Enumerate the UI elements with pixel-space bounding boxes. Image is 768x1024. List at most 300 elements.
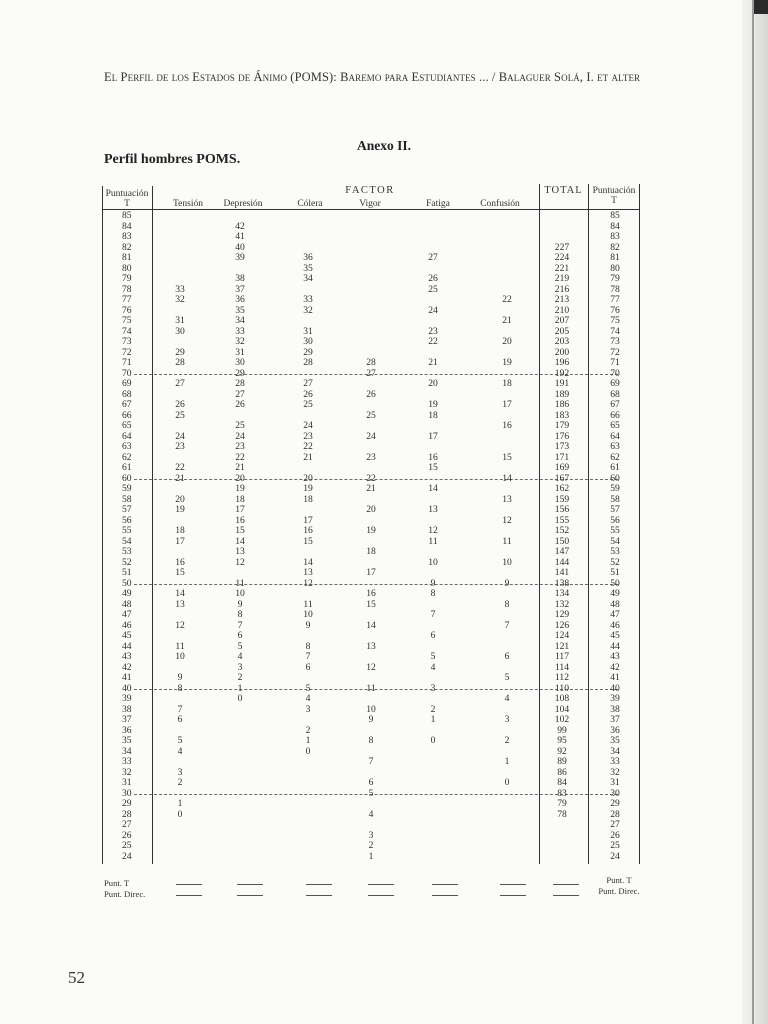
cell-vigor: 9 [368, 714, 374, 725]
reference-line [134, 584, 618, 585]
left-t-score: 38 [122, 703, 132, 715]
left-t-header [102, 189, 152, 209]
left-t-score: 27 [122, 819, 132, 830]
cell-fatiga: 20 [428, 378, 438, 389]
right-t-score: 29 [610, 798, 620, 809]
cell-colera: 4 [305, 693, 311, 704]
cell-total: 219 [554, 273, 570, 284]
right-t-score: 32 [610, 766, 620, 778]
left-t-score: 34 [122, 745, 132, 757]
cell-total: 183 [554, 409, 570, 421]
cell-vigor: 1 [368, 850, 374, 862]
right-t-score: 64 [610, 430, 620, 442]
cell-confusion: 2 [504, 735, 510, 746]
right-t-score: 27 [610, 819, 620, 830]
cell-vigor: 24 [366, 430, 376, 442]
score-slot-line[interactable] [500, 895, 526, 896]
score-slot-line[interactable] [500, 884, 526, 885]
cell-total: 104 [554, 703, 570, 715]
cell-depresion: 10 [235, 588, 245, 599]
cell-tension: 16 [175, 556, 185, 568]
cell-colera: 35 [303, 262, 313, 274]
cell-tension: 2 [177, 777, 183, 788]
cell-tension: 6 [177, 714, 183, 725]
cell-depresion: 25 [235, 420, 245, 431]
right-t-header [589, 186, 639, 206]
cell-colera: 20 [303, 472, 313, 484]
cell-vigor: 8 [368, 735, 374, 746]
cell-depresion: 8 [237, 609, 243, 620]
right-t-score: 61 [610, 462, 620, 473]
cell-fatiga: 2 [430, 703, 436, 715]
footer-right-punt-direc: Punt. Direc. [598, 886, 640, 896]
left-t-score: 79 [122, 273, 132, 284]
cell-confusion: 10 [502, 556, 512, 568]
cell-colera: 17 [303, 514, 313, 526]
cell-colera: 16 [303, 525, 313, 536]
cell-total: 227 [554, 241, 570, 253]
cell-vigor: 27 [366, 367, 376, 379]
cell-tension: 17 [175, 535, 185, 547]
cell-tension: 30 [175, 325, 185, 337]
score-slot-line[interactable] [432, 884, 458, 885]
cell-vigor: 4 [368, 808, 374, 820]
cell-vigor: 26 [366, 388, 376, 400]
cell-colera: 25 [303, 399, 313, 410]
left-t-score: 82 [122, 241, 132, 253]
left-t-score: 33 [122, 756, 132, 767]
cell-fatiga: 3 [430, 682, 436, 694]
cell-tension: 4 [177, 745, 183, 757]
cell-fatiga: 17 [428, 430, 438, 442]
left-t-score: 25 [122, 840, 132, 851]
right-t-score: 56 [610, 514, 620, 526]
cell-depresion: 1 [237, 682, 243, 694]
left-t-score: 53 [122, 546, 132, 557]
cell-depresion: 16 [235, 514, 245, 526]
cell-colera: 11 [303, 598, 313, 610]
cell-vigor: 19 [366, 525, 376, 536]
total-header: TOTAL [544, 185, 583, 196]
right-t-score: 85 [610, 210, 620, 221]
cell-tension: 26 [175, 399, 185, 410]
cell-depresion: 29 [235, 367, 245, 379]
right-t-score: 59 [610, 483, 620, 494]
left-t-score: 60 [122, 472, 132, 484]
cell-total: 221 [554, 262, 570, 274]
cell-total: 203 [554, 336, 570, 347]
cell-tension: 21 [175, 472, 185, 484]
cell-depresion: 11 [235, 577, 245, 589]
right-t-score: 28 [610, 808, 620, 820]
cell-colera: 30 [303, 336, 313, 347]
cell-total: 78 [557, 808, 567, 820]
left-t-score: 70 [122, 367, 132, 379]
cell-vigor: 13 [366, 640, 376, 652]
cell-vigor: 6 [368, 777, 374, 788]
cell-vigor: 2 [368, 840, 374, 851]
factor-header: FACTOR [345, 185, 395, 196]
col-header-vigor: Vigor [359, 199, 381, 209]
score-slot-line[interactable] [368, 884, 394, 885]
cell-confusion: 1 [504, 756, 510, 767]
cell-tension: 33 [175, 283, 185, 295]
cell-total: 134 [554, 588, 570, 599]
footer-right-labels [594, 875, 644, 897]
cell-tension: 18 [175, 525, 185, 536]
cell-total: 95 [557, 735, 567, 746]
cell-depresion: 41 [235, 231, 245, 242]
cell-fatiga: 10 [428, 556, 438, 568]
score-slot-line[interactable] [176, 884, 202, 885]
cell-depresion: 6 [237, 630, 243, 641]
cell-depresion: 21 [235, 462, 245, 473]
cell-colera: 5 [305, 682, 311, 694]
score-slot-line[interactable] [432, 895, 458, 896]
cell-tension: 25 [175, 409, 185, 421]
col-header-fatiga: Fatiga [426, 199, 450, 209]
cell-total: 92 [557, 745, 567, 757]
left-t-score: 78 [122, 283, 132, 295]
right-t-score: 84 [610, 220, 620, 232]
left-t-score: 67 [122, 399, 132, 410]
right-t-score: 24 [610, 850, 620, 862]
cell-total: 169 [554, 462, 570, 473]
right-t-score: 53 [610, 546, 620, 557]
cell-total: 162 [554, 483, 570, 494]
cell-colera: 22 [303, 441, 313, 452]
cell-total: 144 [554, 556, 570, 568]
left-t-score: 41 [122, 672, 132, 683]
score-slot-line[interactable] [237, 895, 263, 896]
cell-vigor: 15 [366, 598, 376, 610]
right-t-score: 52 [610, 556, 620, 568]
left-t-score: 43 [122, 651, 132, 662]
cell-total: 83 [557, 787, 567, 799]
cell-total: 210 [554, 304, 570, 316]
cell-colera: 19 [303, 483, 313, 494]
left-t-score: 39 [122, 693, 132, 704]
cell-tension: 3 [177, 766, 183, 778]
cell-depresion: 0 [237, 693, 243, 704]
footer-left-punt-t: Punt. T [104, 878, 130, 888]
total-column-right-border [588, 184, 589, 864]
right-t-score: 63 [610, 441, 620, 452]
left-t-score: 29 [122, 798, 132, 809]
cell-colera: 7 [305, 651, 311, 662]
cell-confusion: 13 [502, 493, 512, 505]
cell-tension: 32 [175, 294, 185, 305]
cell-depresion: 33 [235, 325, 245, 337]
cell-tension: 5 [177, 735, 183, 746]
cell-vigor: 18 [366, 546, 376, 557]
left-t-score: 72 [122, 346, 132, 358]
left-t-score: 28 [122, 808, 132, 820]
cell-depresion: 12 [235, 556, 245, 568]
cell-total: 121 [554, 640, 570, 652]
left-t-score: 56 [122, 514, 132, 526]
cell-tension: 9 [177, 672, 183, 683]
left-t-score: 36 [122, 724, 132, 736]
cell-tension: 7 [177, 703, 183, 715]
cell-colera: 0 [305, 745, 311, 757]
right-t-score: 26 [610, 829, 620, 841]
cell-fatiga: 4 [430, 661, 436, 673]
cell-fatiga: 8 [430, 588, 436, 599]
cell-total: 108 [554, 693, 570, 704]
score-slot-line[interactable] [237, 884, 263, 885]
cell-depresion: 39 [235, 252, 245, 263]
cell-colera: 10 [303, 609, 313, 620]
cell-vigor: 5 [368, 787, 374, 799]
cell-depresion: 31 [235, 346, 245, 358]
right-t-score: 40 [610, 682, 620, 694]
cell-tension: 14 [175, 588, 185, 599]
left-t-score: 32 [122, 766, 132, 778]
left-t-score: 84 [122, 220, 132, 232]
right-t-score: 83 [610, 231, 620, 242]
right-t-score: 69 [610, 378, 620, 389]
cell-colera: 13 [303, 567, 313, 578]
cell-colera: 14 [303, 556, 313, 568]
right-t-score: 78 [610, 283, 620, 295]
right-t-score: 67 [610, 399, 620, 410]
right-t-score: 50 [610, 577, 620, 589]
cell-total: 112 [554, 672, 570, 683]
cell-total: 186 [554, 399, 570, 410]
left-t-score: 62 [122, 451, 132, 463]
annex-title: Anexo II. [356, 138, 411, 153]
cell-depresion: 7 [237, 619, 243, 631]
cell-total: 191 [554, 378, 570, 389]
right-t-score: 33 [610, 756, 620, 767]
right-t-score: 31 [610, 777, 620, 788]
score-slot-line[interactable] [553, 884, 579, 885]
left-t-score: 69 [122, 378, 132, 389]
right-t-score: 25 [610, 840, 620, 851]
cell-confusion: 11 [502, 535, 512, 547]
right-t-score: 48 [610, 598, 620, 610]
cell-vigor: 12 [366, 661, 376, 673]
cell-depresion: 5 [237, 640, 243, 652]
cell-colera: 15 [303, 535, 313, 547]
left-t-header-line1: Puntuación [105, 189, 149, 199]
score-slot-line[interactable] [306, 884, 332, 885]
cell-confusion: 8 [504, 598, 510, 610]
left-t-score: 83 [122, 231, 132, 242]
cell-tension: 29 [175, 346, 185, 358]
right-t-score: 49 [610, 588, 620, 599]
cell-colera: 34 [303, 273, 313, 284]
col-header-colera: Cólera [297, 199, 323, 209]
cell-total: 117 [554, 651, 570, 662]
left-t-score: 26 [122, 829, 132, 841]
right-t-score: 39 [610, 693, 620, 704]
cell-total: 155 [554, 514, 570, 526]
cell-total: 138 [554, 577, 570, 589]
cell-total: 196 [554, 357, 570, 368]
left-t-score: 71 [122, 357, 132, 368]
left-t-score: 59 [122, 483, 132, 494]
cell-depresion: 17 [235, 504, 245, 515]
cell-depresion: 19 [235, 483, 245, 494]
left-t-score: 64 [122, 430, 132, 442]
left-t-score: 74 [122, 325, 132, 337]
cell-colera: 18 [303, 493, 313, 505]
score-slot-line[interactable] [306, 895, 332, 896]
left-t-score: 44 [122, 640, 132, 652]
cell-total: 171 [554, 451, 570, 463]
table-right-border [639, 184, 640, 864]
left-t-score: 40 [122, 682, 132, 694]
col-header-confusion: Confusión [480, 199, 520, 209]
cell-colera: 36 [303, 252, 313, 263]
cell-vigor: 23 [366, 451, 376, 463]
right-t-score: 79 [610, 273, 620, 284]
cell-depresion: 34 [235, 315, 245, 326]
footer-right-punt-t: Punt. T [606, 875, 632, 885]
left-t-header-line2: T [124, 199, 130, 209]
right-t-score: 42 [610, 661, 620, 673]
cell-fatiga: 12 [428, 525, 438, 536]
cell-confusion: 19 [502, 357, 512, 368]
score-slot-line[interactable] [368, 895, 394, 896]
cell-depresion: 15 [235, 525, 245, 536]
right-t-header-line2: T [611, 196, 617, 206]
cell-confusion: 0 [504, 777, 510, 788]
cell-colera: 29 [303, 346, 313, 358]
cell-depresion: 35 [235, 304, 245, 316]
cell-total: 173 [554, 441, 570, 452]
left-t-score: 35 [122, 735, 132, 746]
cell-tension: 15 [175, 567, 185, 578]
cell-tension: 27 [175, 378, 185, 389]
left-t-score: 37 [122, 714, 132, 725]
cell-total: 110 [554, 682, 570, 694]
cell-total: 129 [554, 609, 570, 620]
right-t-score: 75 [610, 315, 620, 326]
right-t-header-line1: Puntuación [592, 186, 636, 196]
cell-total: 102 [554, 714, 570, 725]
cell-total: 99 [557, 724, 567, 736]
right-t-score: 65 [610, 420, 620, 431]
right-t-score: 46 [610, 619, 620, 631]
profile-title: Perfil hombres POMS. [104, 152, 241, 167]
right-t-score: 81 [610, 252, 620, 263]
cell-fatiga: 21 [428, 357, 438, 368]
cell-colera: 28 [303, 357, 313, 368]
cell-fatiga: 16 [428, 451, 438, 463]
cell-depresion: 9 [237, 598, 243, 610]
left-t-score: 77 [122, 294, 132, 305]
cell-colera: 32 [303, 304, 313, 316]
score-slot-line[interactable] [553, 895, 579, 896]
left-t-score: 81 [122, 252, 132, 263]
cell-total: 167 [554, 472, 570, 484]
right-t-score: 82 [610, 241, 620, 253]
col-header-tension: Tensión [173, 199, 203, 209]
right-t-score: 58 [610, 493, 620, 505]
score-slot-line[interactable] [176, 895, 202, 896]
left-t-score: 75 [122, 315, 132, 326]
cell-total: 176 [554, 430, 570, 442]
page-number: 52 [68, 968, 85, 987]
cell-total: 79 [557, 798, 567, 809]
cell-total: 156 [554, 504, 570, 515]
cell-colera: 2 [305, 724, 311, 736]
cell-total: 89 [557, 756, 567, 767]
left-t-score: 51 [122, 567, 132, 578]
cell-vigor: 22 [366, 472, 376, 484]
header-rule [102, 209, 639, 210]
cell-depresion: 37 [235, 283, 245, 295]
cell-tension: 1 [177, 798, 183, 809]
left-t-score: 68 [122, 388, 132, 400]
cell-colera: 1 [305, 735, 311, 746]
cell-tension: 12 [175, 619, 185, 631]
cell-tension: 0 [177, 808, 183, 820]
cell-confusion: 20 [502, 336, 512, 347]
cell-tension: 11 [175, 640, 185, 652]
right-t-score: 54 [610, 535, 620, 547]
cell-fatiga: 15 [428, 462, 438, 473]
cell-vigor: 11 [366, 682, 376, 694]
cell-colera: 26 [303, 388, 313, 400]
cell-depresion: 42 [235, 220, 245, 232]
cell-confusion: 3 [504, 714, 510, 725]
left-t-score: 46 [122, 619, 132, 631]
total-column-left-border [539, 184, 540, 864]
right-t-score: 80 [610, 262, 620, 274]
cell-confusion: 7 [504, 619, 510, 631]
cell-total: 189 [554, 388, 570, 400]
footer-left-punt-direc: Punt. Direc. [104, 889, 146, 899]
cell-depresion: 2 [237, 672, 243, 683]
left-t-score: 24 [122, 850, 132, 862]
right-t-score: 30 [610, 787, 620, 799]
cell-tension: 13 [175, 598, 185, 610]
cell-depresion: 23 [235, 441, 245, 452]
cell-depresion: 30 [235, 357, 245, 368]
cell-depresion: 14 [235, 535, 245, 547]
cell-confusion: 18 [502, 378, 512, 389]
cell-fatiga: 27 [428, 252, 438, 263]
cell-fatiga: 13 [428, 504, 438, 515]
cell-depresion: 13 [235, 546, 245, 557]
cell-depresion: 36 [235, 294, 245, 305]
left-t-score: 48 [122, 598, 132, 610]
left-t-score: 57 [122, 504, 132, 515]
right-t-score: 35 [610, 735, 620, 746]
cell-fatiga: 26 [428, 273, 438, 284]
left-t-score: 73 [122, 336, 132, 347]
left-t-score: 52 [122, 556, 132, 568]
right-t-score: 66 [610, 409, 620, 421]
cell-total: 192 [554, 367, 570, 379]
t-column-right-border [152, 186, 153, 864]
table-left-border [102, 186, 103, 864]
left-t-score: 54 [122, 535, 132, 547]
left-t-score: 65 [122, 420, 132, 431]
right-t-score: 68 [610, 388, 620, 400]
cell-confusion: 6 [504, 651, 510, 662]
left-t-score: 47 [122, 609, 132, 620]
cell-confusion: 15 [502, 451, 512, 463]
left-t-score: 66 [122, 409, 132, 421]
cell-fatiga: 19 [428, 399, 438, 410]
footer-left-labels [104, 878, 145, 900]
cell-tension: 22 [175, 462, 185, 473]
